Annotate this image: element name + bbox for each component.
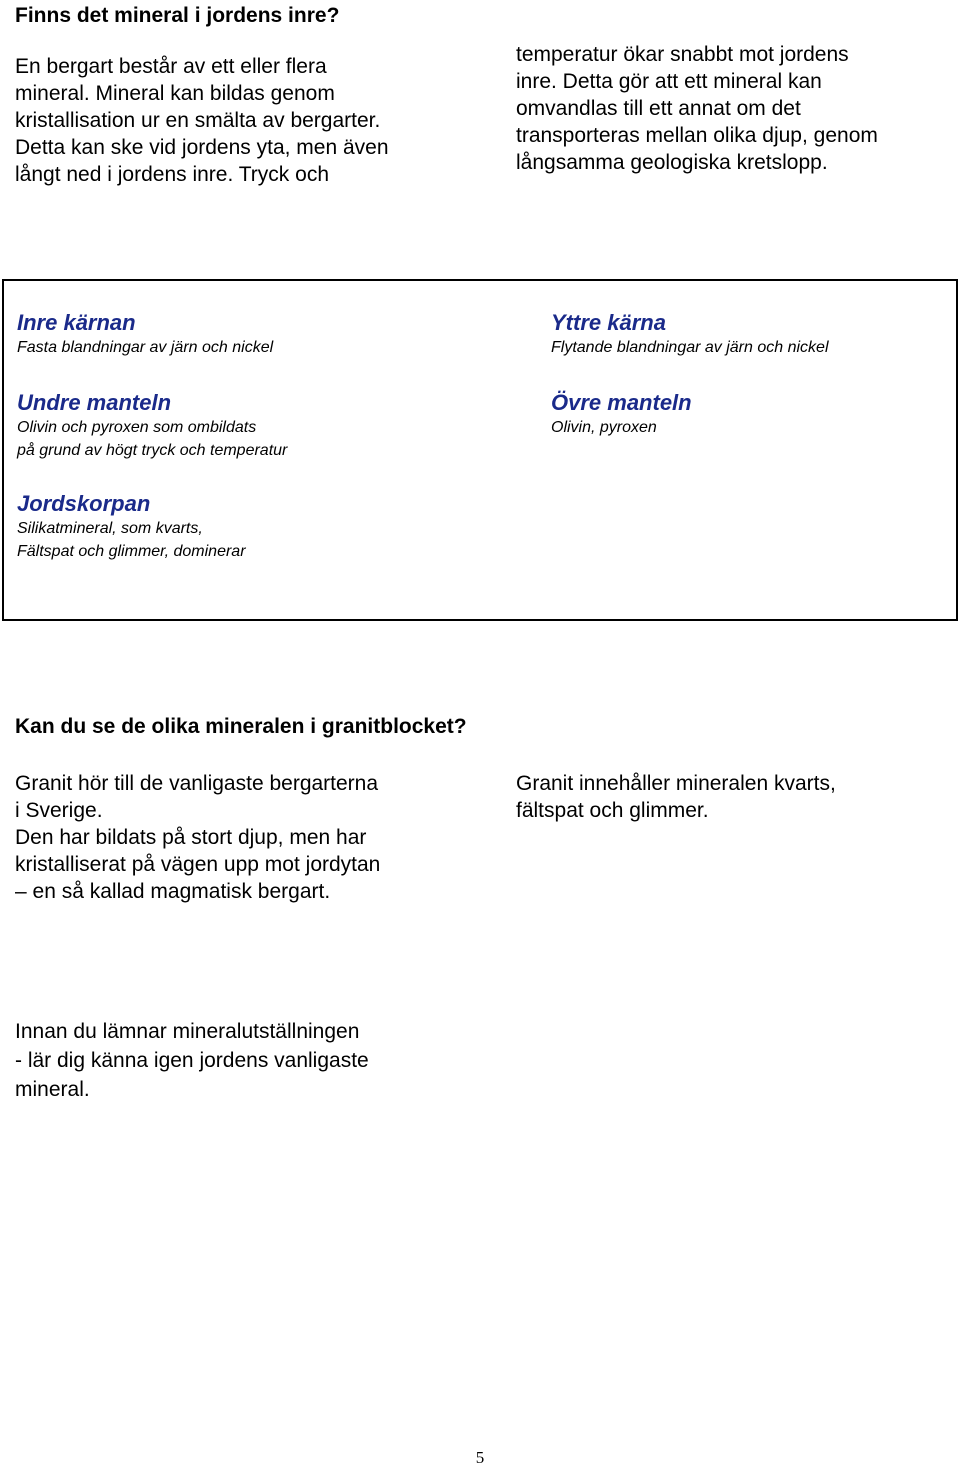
layer-description: Olivin och pyroxen som ombildats på grund av högt tryck och temperatur <box>17 419 288 459</box>
section-title-mineral: Finns det mineral i jordens inre? <box>15 4 340 27</box>
layer-inner-core <box>17 310 273 359</box>
granite-paragraph-left: Granit hör till de vanligaste bergarterna i Sverige. Den har bildats på stort djup, men har kristalliserat på vägen upp mot jordytan – en så kallad magmatisk bergart. <box>15 772 381 903</box>
layer-outer-core <box>551 310 829 359</box>
layer-title: Yttre kärna <box>551 310 666 335</box>
layer-description: Olivin, pyroxen <box>551 419 657 436</box>
intro-paragraph-right: temperatur ökar snabbt mot jordens inre. Detta gör att ett mineral kan omvandlas till ett annat om det transporteras mellan olika djup, genom långsamma geologiska kretslopp. <box>516 43 878 174</box>
layer-description: Fasta blandningar av järn och nickel <box>17 339 274 356</box>
layer-title: Jordskorpan <box>17 491 151 516</box>
intro-paragraph-left: En bergart består av ett eller flera mineral. Mineral kan bildas genom kristallisation ur en smälta av bergarter. Detta kan ske vid jordens yta, men även långt ned i jordens inre. Tryck och <box>15 55 389 186</box>
layer-upper-mantle <box>551 390 692 439</box>
granite-paragraph-right: Granit innehåller mineralen kvarts, fältspat och glimmer. <box>516 772 836 822</box>
layer-title: Inre kärnan <box>17 310 136 335</box>
section-title-granite: Kan du se de olika mineralen i granitblocket? <box>15 715 467 738</box>
layer-crust <box>17 491 246 563</box>
layer-description: Flytande blandningar av järn och nickel <box>551 339 829 356</box>
page-number: 5 <box>475 1448 485 1467</box>
layer-lower-mantle <box>17 390 287 462</box>
layer-title: Undre manteln <box>17 390 172 415</box>
layer-description: Silikatmineral, som kvarts, Fältspat och glimmer, dominerar <box>17 520 246 560</box>
closing-paragraph: Innan du lämnar mineralutställningen - lär dig känna igen jordens vanligaste mineral. <box>15 1020 369 1101</box>
layer-title: Övre manteln <box>551 390 692 415</box>
earth-layers-box <box>2 279 958 621</box>
